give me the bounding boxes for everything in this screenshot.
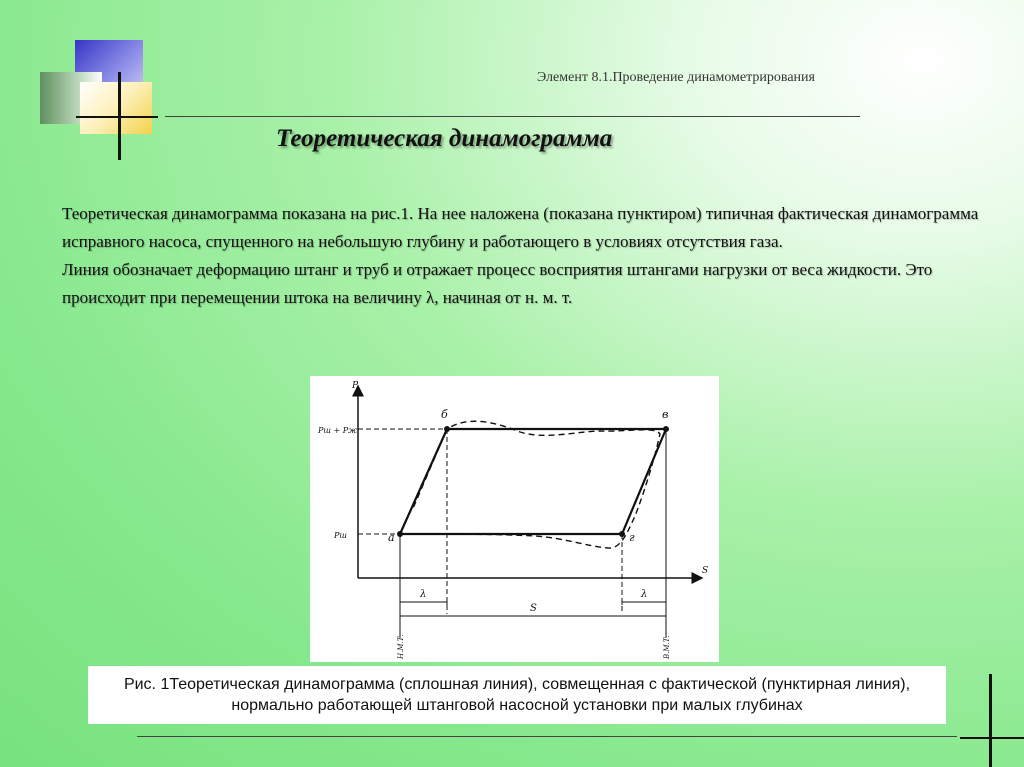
slide-title: Теоретическая динамограмма — [276, 125, 613, 152]
stroke-label: S — [530, 603, 537, 614]
body-paragraph-1: Теоретическая динамограмма показана на рис.1. На нее наложена (показана пунктиром) типичная фактическая динамограмма исправного насоса, спущенного на небольшую глубину и работающего в условиях отсутствия газа. — [62, 204, 979, 251]
upper-level-label: Pш + Pж — [318, 426, 358, 435]
decor-horizontal-line-bottom — [960, 737, 1024, 739]
actual-dynamogram — [400, 421, 660, 548]
lower-level-label: Pш — [334, 531, 347, 540]
vmt-label: В.М.Т. — [663, 635, 671, 659]
body-text — [62, 200, 992, 312]
lambda-left-label: λ — [420, 589, 427, 600]
point-g-label: г — [629, 531, 635, 544]
figure-caption: Рис. 1Теоретическая динамограмма (сплошная линия), совмещенная с фактической (пунктирная линия), нормально работающей штанговой насосной установки при малых глубинах — [123, 676, 911, 714]
y-axis-label: P — [352, 381, 359, 391]
body-paragraph-2: Линия обозначает деформацию штанг и труб и отражает процесс восприятия штангами нагрузки от веса жидкости. Это происходит при перемещении штока на величину λ, начиная от н. м. т. — [62, 260, 933, 307]
dynamogram-figure — [310, 376, 719, 662]
point-a-label: а — [388, 531, 395, 544]
decor-horizontal-line — [76, 116, 158, 118]
decor-yellow-square — [80, 82, 152, 134]
nmt-label: Н.М.Т. — [397, 634, 405, 659]
lambda-right-label: λ — [641, 589, 648, 600]
point-v-label: в — [662, 408, 669, 421]
x-axis-label: S — [702, 566, 709, 576]
decor-vertical-line-bottom — [989, 674, 992, 767]
figure-caption-box — [88, 666, 946, 724]
element-label: Элемент 8.1.Проведение динамометрирования — [537, 70, 815, 85]
point-b-label: б — [441, 408, 448, 421]
header-rule — [165, 116, 860, 117]
dynamogram-svg — [310, 376, 719, 662]
footer-rule — [137, 736, 957, 737]
theoretical-dynamogram — [400, 429, 666, 534]
